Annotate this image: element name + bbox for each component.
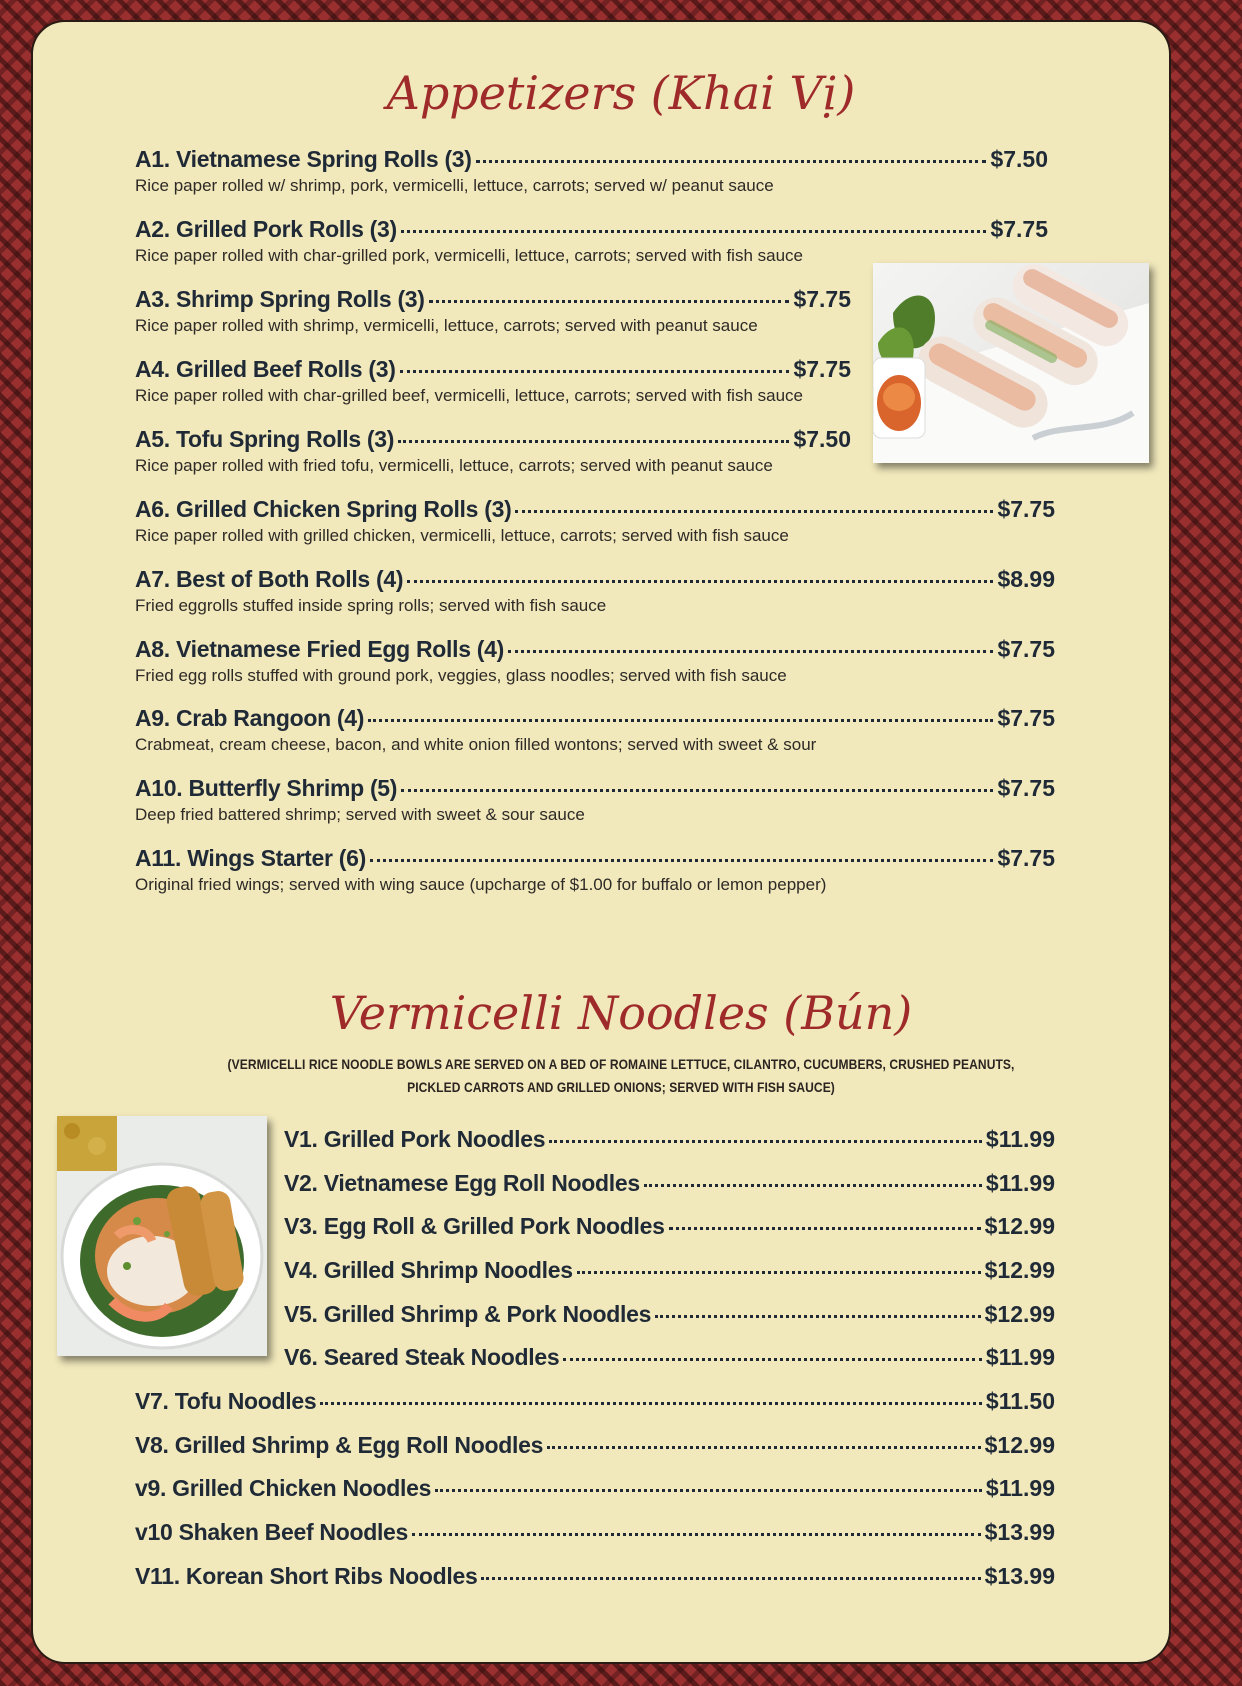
dot-leader [435,1489,982,1492]
dot-leader [481,1577,980,1580]
item-name: V8. Grilled Shrimp & Egg Roll Noodles [135,1432,544,1458]
item-description: Deep fried battered shrimp; served with sweet & sour sauce [135,805,585,824]
menu-item-v5 [284,1301,1055,1328]
item-price: $7.75 [997,705,1055,731]
item-price: $13.99 [984,1563,1055,1589]
menu-item-v9 [135,1475,1055,1502]
item-price: $7.75 [997,845,1055,871]
dot-leader [412,1533,981,1536]
appetizers-title: Appetizers (Khai Vị) [386,66,856,120]
dot-leader [644,1184,982,1187]
spring-rolls-illustration [873,263,1149,463]
item-description: Rice paper rolled with char-grilled beef, vermicelli, lettuce, carrots; served with fish sauce [135,386,803,405]
menu-item-v7 [135,1388,1055,1415]
item-price: $7.75 [793,286,851,312]
dot-leader [398,440,789,443]
menu-item-v6 [284,1344,1055,1371]
item-price: $11.50 [985,1388,1055,1414]
menu-item-a3 [135,286,851,336]
item-price: $12.99 [984,1213,1055,1239]
menu-item-a6 [135,496,1055,546]
vermicelli-note-line-2: PICKLED CARROTS AND GRILLED ONIONS; SERVED WITH FISH SAUCE) [407,1079,835,1095]
menu-item-v1 [284,1126,1055,1153]
dot-leader [655,1315,981,1318]
dot-leader [407,580,993,583]
dot-leader [400,370,790,373]
menu-item-a8 [135,636,1055,686]
menu-item-a10 [135,775,1055,825]
item-description: Crabmeat, cream cheese, bacon, and white onion filled wontons; served with sweet & sour [135,735,817,754]
dot-leader [515,510,993,513]
menu-item-v11 [135,1563,1055,1590]
item-description: Original fried wings; served with wing sauce (upcharge of $1.00 for buffalo or lemon pepper) [135,875,827,894]
item-price: $7.75 [990,216,1048,242]
menu-item-a1 [135,146,1048,196]
item-description: Fried egg rolls stuffed with ground pork, veggies, glass noodles; served with fish sauce [135,666,787,685]
item-name: V7. Tofu Noodles [135,1388,317,1414]
dot-leader [547,1446,981,1449]
item-description: Rice paper rolled with grilled chicken, vermicelli, lettuce, carrots; served with fish sauce [135,526,789,545]
dot-leader [508,650,993,653]
vermicelli-title: Vermicelli Noodles (Bún) [329,986,913,1040]
menu-item-a5 [135,426,851,476]
item-name: A10. Butterfly Shrimp (5) [135,775,398,801]
item-price: $7.75 [793,356,851,382]
item-description: Rice paper rolled w/ shrimp, pork, vermicelli, lettuce, carrots; served w/ peanut sauce [135,176,774,195]
item-name: A6. Grilled Chicken Spring Rolls (3) [135,496,512,522]
noodle-bowl-photo [57,1116,267,1356]
item-name: A1. Vietnamese Spring Rolls (3) [135,146,472,172]
item-name: A5. Tofu Spring Rolls (3) [135,426,395,452]
item-name: A9. Crab Rangoon (4) [135,705,365,731]
item-description: Rice paper rolled with char-grilled pork, vermicelli, lettuce, carrots; served with fish sauce [135,246,803,265]
menu-item-v10 [135,1519,1055,1546]
item-name: V3. Egg Roll & Grilled Pork Noodles [284,1213,665,1239]
item-price: $12.99 [984,1257,1055,1283]
noodle-bowl-illustration [57,1116,267,1356]
item-price: $11.99 [985,1170,1055,1196]
item-name: V1. Grilled Pork Noodles [284,1126,546,1152]
dot-leader [429,300,790,303]
menu-item-v2 [284,1170,1055,1197]
item-price: $11.99 [985,1344,1055,1370]
item-price: $7.75 [997,636,1055,662]
spring-rolls-photo [873,263,1149,463]
dot-leader [669,1227,981,1230]
dot-leader [549,1140,982,1143]
dot-leader [401,230,987,233]
item-price: $11.99 [985,1475,1055,1501]
item-description: Rice paper rolled with fried tofu, vermicelli, lettuce, carrots; served with peanut sauce [135,456,773,475]
item-price: $7.75 [997,775,1055,801]
item-description: Fried eggrolls stuffed inside spring rolls; served with fish sauce [135,596,607,615]
item-name: A3. Shrimp Spring Rolls (3) [135,286,425,312]
item-name: A2. Grilled Pork Rolls (3) [135,216,397,242]
item-name: A7. Best of Both Rolls (4) [135,566,404,592]
item-price: $11.99 [985,1126,1055,1152]
dot-leader [320,1402,982,1405]
dot-leader [401,789,993,792]
menu-item-v4 [284,1257,1055,1284]
item-price: $7.50 [990,146,1048,172]
menu-item-a2 [135,216,1048,266]
item-name: V5. Grilled Shrimp & Pork Noodles [284,1301,652,1327]
menu-item-a4 [135,356,851,406]
item-price: $7.50 [793,426,851,452]
item-name: V11. Korean Short Ribs Noodles [135,1563,478,1589]
item-name: A8. Vietnamese Fried Egg Rolls (4) [135,636,504,662]
menu-item-a7 [135,566,1055,616]
item-name: A4. Grilled Beef Rolls (3) [135,356,396,382]
item-name: V6. Seared Steak Noodles [284,1344,560,1370]
menu-item-a9 [135,705,1055,755]
dot-leader [563,1358,982,1361]
item-price: $13.99 [984,1519,1055,1545]
dot-leader [368,719,993,722]
item-price: $8.99 [997,566,1055,592]
dot-leader [577,1271,981,1274]
item-name: V2. Vietnamese Egg Roll Noodles [284,1170,640,1196]
dot-leader [370,859,994,862]
item-description: Rice paper rolled with shrimp, vermicelli, lettuce, carrots; served with peanut sauce [135,316,758,335]
dot-leader [476,160,987,163]
item-price: $7.75 [997,496,1055,522]
item-price: $12.99 [984,1301,1055,1327]
menu-item-v3 [284,1213,1055,1240]
item-name: V4. Grilled Shrimp Noodles [284,1257,573,1283]
menu-item-v8 [135,1432,1055,1459]
item-name: v10 Shaken Beef Noodles [135,1519,409,1545]
item-price: $12.99 [984,1432,1055,1458]
item-name: v9. Grilled Chicken Noodles [135,1475,432,1501]
vermicelli-note-line-1: (VERMICELLI RICE NOODLE BOWLS ARE SERVED ON A BED OF ROMAINE LETTUCE, CILANTRO, CUCUMBERS, CRUSHED PEANUTS, [227,1056,1015,1072]
menu-item-a11 [135,845,1055,895]
item-name: A11. Wings Starter (6) [135,845,366,871]
